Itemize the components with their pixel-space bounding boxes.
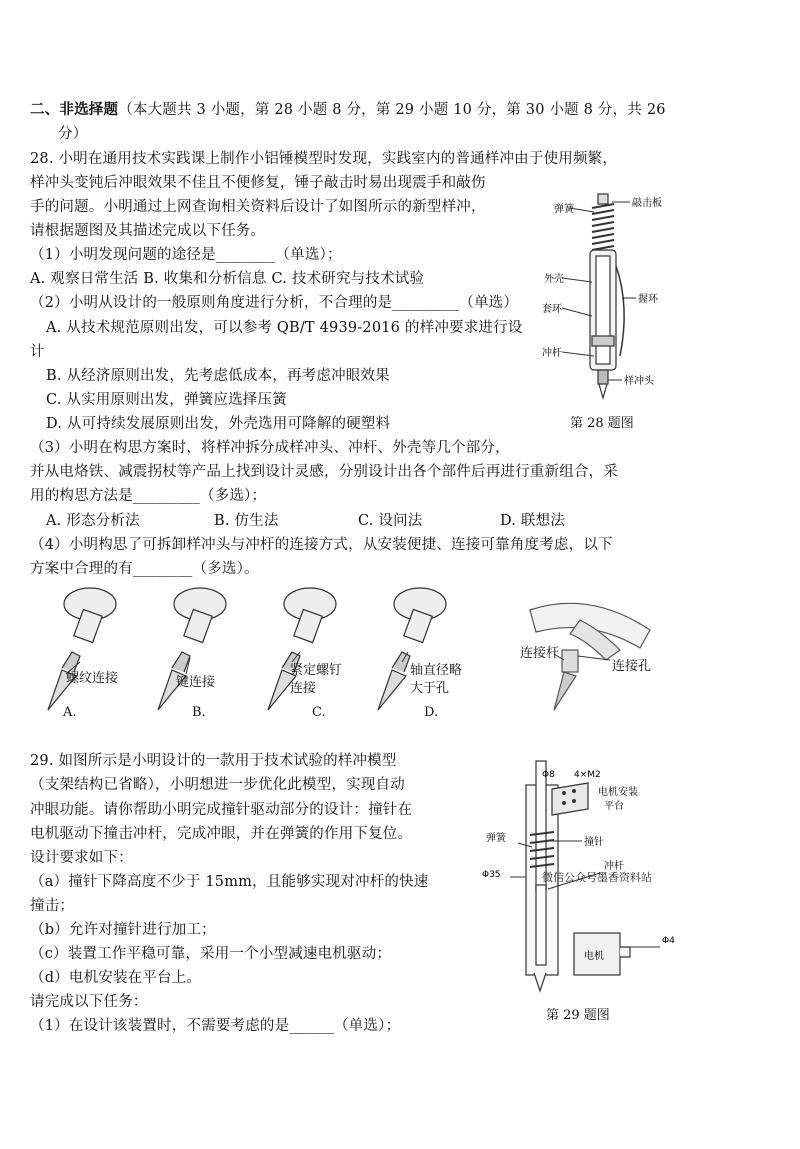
label-phi8: Φ8 <box>542 770 555 780</box>
scheme-a-label: 螺纹连接 <box>66 671 119 686</box>
q29-req-d: （d）电机安装在平台上。 <box>30 970 202 986</box>
scheme-b-label: 键连接 <box>176 675 216 690</box>
q28-part3-option-c: C. 设问法 <box>358 513 423 529</box>
label-m2: 4×M2 <box>574 770 601 780</box>
q28-part3-line1: （3）小明在构思方案时，将样冲拆分成样冲头、冲杆、外壳等几个部分， <box>30 440 510 456</box>
q28-part4-line2: 方案中合理的有________（多选）。 <box>30 561 259 577</box>
q28-part1-options: A. 观察日常生活 B. 收集和分析信息 C. 技术研究与技术试验 <box>30 271 425 287</box>
section-header <box>30 100 666 120</box>
q29-req-c: （c）装置工作平稳可靠，采用一个小型减速电机驱动； <box>30 946 392 962</box>
q29-task1: （1）在设计该装置时，不需要考虑的是______（单选）； <box>30 1018 401 1034</box>
scheme-c-label-2: 连接 <box>290 681 317 696</box>
label-spring: 弹簧 <box>554 204 574 215</box>
connect-rod-label: 连接杆 <box>520 646 560 661</box>
label-plate: 敲击板 <box>632 198 662 209</box>
scheme-b-drawing <box>158 588 226 710</box>
figure-28-punch <box>540 186 710 402</box>
label-phi4: Φ4 <box>662 936 675 946</box>
q28-part4-line1: （4）小明构思了可拆卸样冲头与冲杆的连接方式，从安装便捷、连接可靠角度考虑，以下 <box>30 537 613 553</box>
q28-stem-2: 样冲头变钝后冲眼效果不佳且不便修复，锤子敲击时易出现震手和敲伤 <box>30 175 486 191</box>
label-motor: 电机 <box>584 951 604 962</box>
scheme-c-letter: C. <box>312 705 326 720</box>
q29-stem-2: （支架结构已省略），小明想进一步优化此模型，实现自动 <box>30 777 405 793</box>
q28-part3-line3: 用的构思方法是_________（多选）； <box>30 488 267 504</box>
q29-req-a1: （a）撞针下降高度不少于 15mm，且能够实现对冲杆的快速 <box>30 874 429 890</box>
section-desc-cont: 分） <box>58 126 88 142</box>
q28-part1: （1）小明发现问题的途径是________（单选）； <box>30 247 342 263</box>
q28-stem-1: 28. 小明在通用技术实践课上制作小铝锤模型时发现，实践室内的普通样冲由于使用频繁， <box>30 151 618 167</box>
scheme-d-letter: D. <box>424 705 439 720</box>
connect-hole-label: 连接孔 <box>612 659 652 674</box>
q28-part3-line2: 并从电烙铁、减震拐杖等产品上找到设计灵感，分别设计出各个部件后再进行重新组合，采 <box>30 464 618 480</box>
q29-stem-1: 29. 如图所示是小明设计的一款用于技术试验的样冲模型 <box>30 753 397 769</box>
q29-req-title: 设计要求如下： <box>30 850 133 866</box>
q28-stem-3: 手的问题。小明通过上网查询相关资料后设计了如图所示的新型样冲， <box>30 199 486 215</box>
section-desc: （本大题共 3 小题，第 28 小题 8 分，第 29 小题 10 分，第 30 小题 8 分，共 26 <box>118 102 666 118</box>
scheme-d-label-2: 大于孔 <box>410 681 450 696</box>
q28-part2: （2）小明从设计的一般原则角度进行分析，不合理的是_________（单选） <box>30 295 519 311</box>
scheme-a-letter: A. <box>63 705 77 720</box>
label-head: 样冲头 <box>624 376 654 387</box>
label-platform-1: 电机安装 <box>598 787 638 798</box>
label-29-spring: 弹簧 <box>486 833 506 844</box>
q28-part2-option-c: C. 从实用原则出发，弹簧应选择压簧 <box>46 392 287 408</box>
q28-stem-4: 请根据题图及其描述完成以下任务。 <box>30 223 266 239</box>
figure-28-caption: 第 28 题图 <box>570 416 634 431</box>
scheme-c-label-1: 紧定螺钉 <box>290 663 343 678</box>
q28-part3-option-b: B. 仿生法 <box>214 513 279 529</box>
q28-part2-option-a: A. 从技术规范原则出发，可以参考 QB/T 4939-2016 的样冲要求进行设 <box>46 320 523 336</box>
section-title: 二、非选择题 <box>30 101 119 118</box>
label-rod: 冲杆 <box>542 348 562 359</box>
q28-part3-option-a: A. 形态分析法 <box>46 513 140 529</box>
q28-part2-option-a-cont: 计 <box>30 344 45 360</box>
label-ring: 握环 <box>638 294 658 305</box>
q29-stem-4: 电机驱动下撞击冲杆，完成冲眼，并在弹簧的作用下复位。 <box>30 826 413 842</box>
q29-req-b: （b）允许对撞针进行加工； <box>30 922 216 938</box>
label-29-rod: 冲杆 <box>604 861 624 872</box>
q28-part2-option-d: D. 从可持续发展原则出发，外壳选用可降解的硬塑料 <box>46 416 391 432</box>
label-sleeve: 套环 <box>542 304 562 315</box>
label-platform-2: 平台 <box>604 801 624 812</box>
label-phi35: Φ35 <box>482 870 501 880</box>
scheme-d-label-1: 轴直径略 <box>410 663 463 678</box>
q29-req-a2: 撞击； <box>30 898 75 914</box>
label-pin: 撞针 <box>584 837 604 848</box>
scheme-b-letter: B. <box>192 705 206 720</box>
q29-stem-3: 冲眼功能。请你帮助小明完成撞针驱动部分的设计：撞针在 <box>30 802 413 818</box>
scheme-a-drawing <box>48 588 119 710</box>
q29-task-title: 请完成以下任务： <box>30 994 148 1010</box>
q28-part3-option-d: D. 联想法 <box>500 513 566 529</box>
figure-29-caption: 第 29 题图 <box>546 1008 610 1023</box>
q28-part2-option-b: B. 从经济原则出发，先考虑低成本，再考虑冲眼效果 <box>46 368 390 384</box>
connection-schemes <box>30 582 490 722</box>
watermark: 微信公众号墨香资料站 <box>542 871 652 884</box>
label-shell: 外壳 <box>544 274 564 285</box>
figure-29-model <box>470 755 730 995</box>
